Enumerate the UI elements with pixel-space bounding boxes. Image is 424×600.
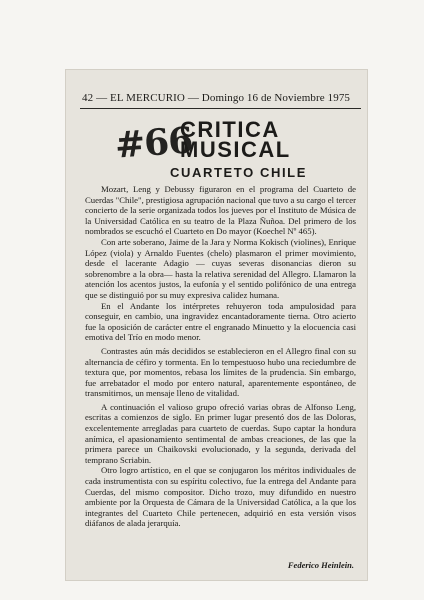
article-paragraph: Contrastes aún más decididos se establecieron en el Allegro final con su alternancia de céfiro y tormenta. En lo tempestuoso hubo una reciedumbre de textura que, por momentos, rebasa los límites de la prudencia. Sin embargo, fue arrebatador el modo por entero natural, aparentemente espontáneo, de transmitirnos, un mensaje lleno de vitalidad. [85, 345, 356, 399]
header-separator: — [187, 92, 199, 104]
page-number: 42 [82, 92, 94, 104]
article-paragraph: En el Andante los intérpretes rehuyeron toda ampulosidad para conseguir, en cambio, una ingravidez encantadoramente tierna. Otro acierto fue la oposición de carácter entre el engranado Minuetto y la elocuencia casi emotiva del Trío en modo menor. [85, 300, 356, 343]
section-title [180, 117, 340, 162]
article-paragraph: A continuación el valioso grupo ofreció varias obras de Alfonso Leng, escritas a comienzos de siglo. En primer lugar presentó dos de las Doloras, excelentemente arregladas para cuarteto de cuerdas. Supo captar la hondura anímica, el apasionamiento sentimental de ambas creaciones, de las que la primera parece un Chaikovski evolucionado, y la segunda, derivada del temprano Scriabin. [85, 401, 356, 465]
page-header [82, 92, 357, 104]
author-signature: Federico Heinlein. [287, 560, 354, 570]
newspaper-name: EL MERCURIO [110, 92, 185, 104]
header-separator: — [96, 92, 111, 104]
article-paragraph: Mozart, Leng y Debussy figuraron en el programa del Cuarteto de Cuerdas "Chile", prestigiosa agrupación nacional que tuvo a su cargo el tercer concierto de la serie organizada todos los jueves por el Instituto de Música de la Universidad Católica en su teatro de la Plaza Ñuñoa. Del primero de los nombrados se escuchó el Cuarteto en Do mayor (Koechel Nº 465). [85, 184, 356, 237]
section-title-line1: CRITICA [180, 117, 280, 142]
article-paragraph: Otro logro artístico, en el que se conjugaron los méritos individuales de cada instrumentista con su espíritu colectivo, fue la entrega del Andante para Cuerdas, del mismo compositor. Dicho trozo, muy difundido en nuestro ambiente por la Orquesta de Cámara de la Universidad Católica, a la que los integrantes del Cuarteto Chile pertenecen, adquirió en esta versión visos diáfanos de alada jerarquía. [85, 465, 356, 529]
issue-date: Domingo 16 de Noviembre 1975 [201, 92, 351, 104]
header-rule [80, 108, 361, 109]
article-paragraph: Con arte soberano, Jaime de la Jara y Norma Kokisch (violines), Enrique López (viola) y Arnaldo Fuentes (chelo) plasmaron el primer movimiento, desde el lacerante Adagio — cuyas severas disonancias dieron su sobrenombre a la obra— hasta la relativa serenidad del Allegro. Llamaron la atención los acentos justos, la eufonía y el sentido polifónico de una entrega que se distinguió por su muy expresiva calidez humana. [85, 236, 356, 300]
section-title-line2: MUSICAL [180, 137, 291, 162]
article-title: CUARTETO CHILE [170, 165, 307, 180]
article-body [85, 184, 356, 529]
handwritten-mark: #66 [113, 119, 194, 167]
